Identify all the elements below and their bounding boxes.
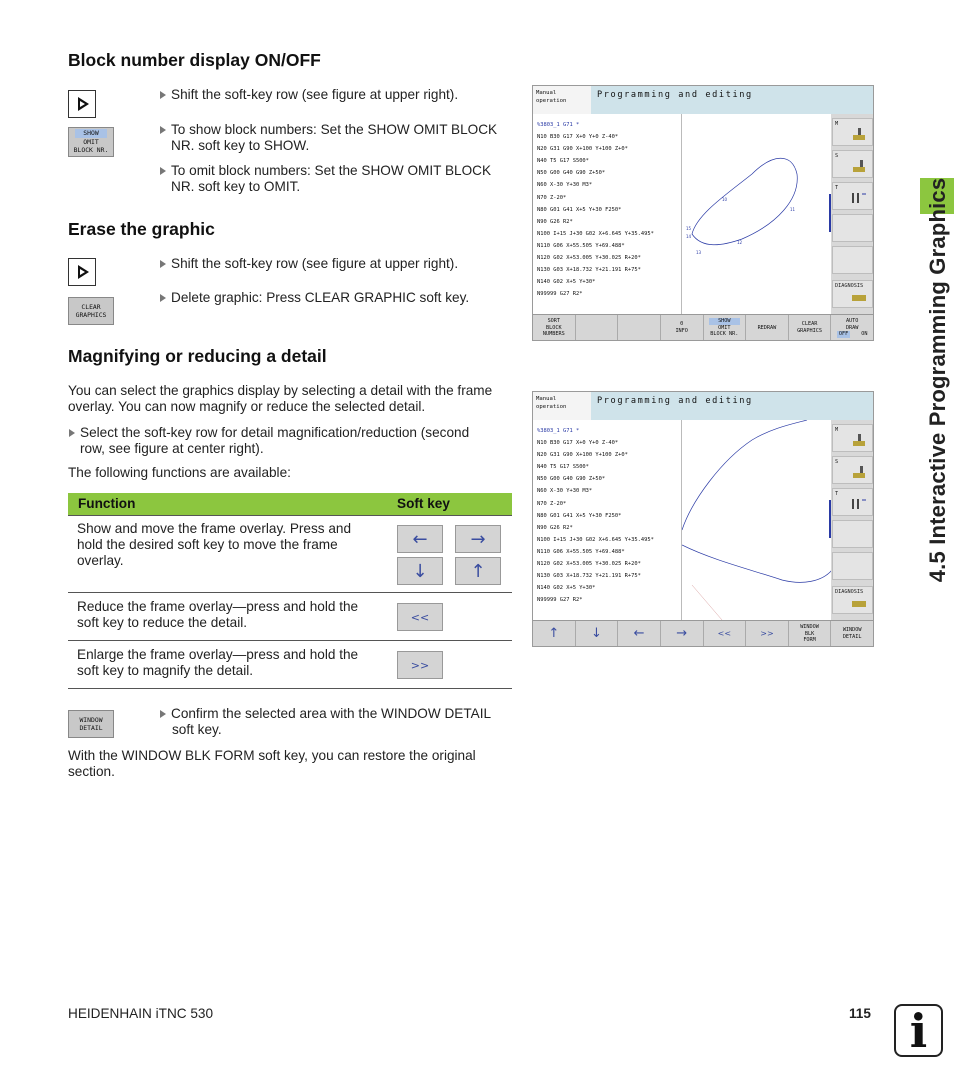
screen-title: Programming and editing [591,392,873,420]
table-divider [68,515,512,516]
softkey-row-2 [533,620,873,647]
frame-right-key: → [661,621,704,647]
screen-figure-upper [532,85,874,341]
clear-graphics-softkey: CLEAR GRAPHICS [68,297,114,325]
mode-label: Manual operation [533,86,591,114]
auto-draw-key: AUTO DRAW OFF ON [831,315,873,341]
step-shift-softkey-row: Shift the soft-key row (see figure at upper right). [159,256,458,272]
graph-label: 14 [686,234,692,239]
paragraph-intro: You can select the graphics display by selecting a detail with the frame overlay. You can now magnify or reduce the selected detail. [68,383,493,414]
heading-erase-graphic: Erase the graphic [68,219,215,239]
empty-key [576,315,619,341]
table-row-move: Show and move the frame overlay. Press and hold the desired soft key to move the frame overlay. [77,521,352,568]
diagnosis-icon [850,289,868,303]
zoomed-contour-graphic [682,420,832,620]
tool-icon [850,433,868,447]
chapter-title: 4.5 Interactive Programming Graphics [925,177,950,583]
paragraph-restore: With the WINDOW BLK FORM soft key, you can restore the original section. [68,748,476,779]
info-icon: i [894,1004,943,1057]
t-function-button: T [832,488,873,516]
col-function: Function [78,496,136,511]
tool-change-icon [850,497,868,511]
program-listing: %3803_1 G71 * N10 B30 G17 X+0 Y+0 Z-40* N20 G31 G90 X+100 Y+100 Z+0* N40 T5 G17 S500* N50 G00 G40 G90 Z+50* N60 X-30 Y+30 M3* N70 Z-20* N80 G01 G41 X+5 Y+30 F250* N90 G26 R2* N100 I+15 J+30 G02 X+6.645 Y+35.495* N110 G06 X+55.505 Y+69.488* N120 G02 X+53.005 Y+30.025 R+20* N130 G03 X+18.732 Y+21.191 R+75* N140 G02 X+5 Y+30* N99999 G27 R2* [533,114,681,314]
screen-figure-center [532,391,874,647]
arrow-right-softkey: → [455,525,501,553]
enlarge-softkey: >> [397,651,443,679]
reduce-softkey: << [397,603,443,631]
frame-left-key: ← [618,621,661,647]
diagnosis-button: DIAGNOSIS [832,280,873,308]
softkey-row-1 [533,314,873,341]
empty-side-button [832,214,873,242]
empty-side-button [832,520,873,548]
m-function-button: M [832,424,873,452]
step-delete-graphic: Delete graphic: Press CLEAR GRAPHIC soft key. [159,290,469,306]
graph-label: 12 [737,240,743,245]
t-function-button: T [832,182,873,210]
step-show-block-numbers: To show block numbers: Set the SHOW OMIT BLOCK NR. soft key to SHOW. [159,122,497,154]
step-select-row: Select the soft-key row for detail magnification/reduction (second row, see figure at center right). [68,425,469,457]
step-confirm-window-detail: Confirm the selected area with the WINDOW DETAIL soft key. [159,706,491,738]
clear-graphics-key: CLEAR GRAPHICS [789,315,832,341]
spindle-icon [850,159,868,173]
step-omit-block-numbers: To omit block numbers: Set the SHOW OMIT BLOCK NR. soft key to OMIT. [159,163,491,195]
table-divider [68,688,512,689]
empty-side-button [832,246,873,274]
graph-label: 10 [722,197,728,202]
sort-block-numbers-key: SORT BLOCK NUMBERS [533,315,576,341]
show-omit-key: SHOW OMIT BLOCK NR. [704,315,747,341]
window-detail-key: WINDOW DETAIL [831,621,873,647]
paragraph-functions: The following functions are available: [68,465,291,480]
screen-title: Programming and editing [591,86,873,114]
heading-block-number-display: Block number display ON/OFF [68,50,321,70]
spindle-icon [850,465,868,479]
s-function-button: S [832,150,873,178]
info-key: 0 INFO [661,315,704,341]
diagnosis-button: DIAGNOSIS [832,586,873,614]
table-header [68,493,512,515]
tool-icon [850,127,868,141]
graphics-window [681,420,831,620]
window-blk-form-key: WINDOW BLK FORM [789,621,832,647]
frame-reduce-key: << [704,621,747,647]
window-detail-softkey: WINDOW DETAIL [68,710,114,738]
frame-down-key: ↓ [576,621,619,647]
graph-label: 15 [686,226,692,231]
table-divider [68,640,512,641]
frame-enlarge-key: >> [746,621,789,647]
arrow-down-softkey: ↓ [397,557,443,585]
play-icon [68,90,96,118]
footer-product: HEIDENHAIN iTNC 530 [68,1006,214,1021]
graph-label: 11 [790,207,796,212]
play-icon [68,258,96,286]
col-softkey: Soft key [397,496,450,511]
frame-up-key: ↑ [533,621,576,647]
show-omit-block-nr-softkey: SHOW OMIT BLOCK NR. [68,127,114,157]
graph-label: 13 [696,250,702,255]
step-shift-softkey-row: Shift the soft-key row (see figure at upper right). [159,87,458,103]
table-row-reduce: Reduce the frame overlay—press and hold the soft key to reduce the detail. [77,599,359,630]
arrow-up-softkey: ↑ [455,557,501,585]
contour-graphic [682,114,832,314]
empty-key [618,315,661,341]
graphics-window [681,114,831,314]
mode-label: Manual operation [533,392,591,420]
redraw-key: REDRAW [746,315,789,341]
side-softkeys [831,420,874,620]
diagnosis-icon [850,595,868,609]
table-row-enlarge: Enlarge the frame overlay—press and hold the soft key to magnify the detail. [77,647,359,678]
program-listing: %3803_1 G71 * N10 B30 G17 X+0 Y+0 Z-40* N20 G31 G90 X+100 Y+100 Z+0* N40 T5 G17 S500* N50 G00 G40 G90 Z+50* N60 X-30 Y+30 M3* N70 Z-20* N80 G01 G41 X+5 Y+30 F250* N90 G26 R2* N100 I+15 J+30 G02 X+6.645 Y+35.495* N110 G06 X+55.505 Y+69.488* N120 G02 X+53.005 Y+30.025 R+20* N130 G03 X+18.732 Y+21.191 R+75* N140 G02 X+5 Y+30* N99999 G27 R2* [533,420,681,620]
m-function-button: M [832,118,873,146]
heading-magnify-reduce: Magnifying or reducing a detail [68,346,327,366]
tool-change-icon [850,191,868,205]
side-softkeys [831,114,874,314]
table-divider [68,592,512,593]
s-function-button: S [832,456,873,484]
empty-side-button [832,552,873,580]
arrow-left-softkey: ← [397,525,443,553]
page-number: 115 [849,1006,871,1021]
